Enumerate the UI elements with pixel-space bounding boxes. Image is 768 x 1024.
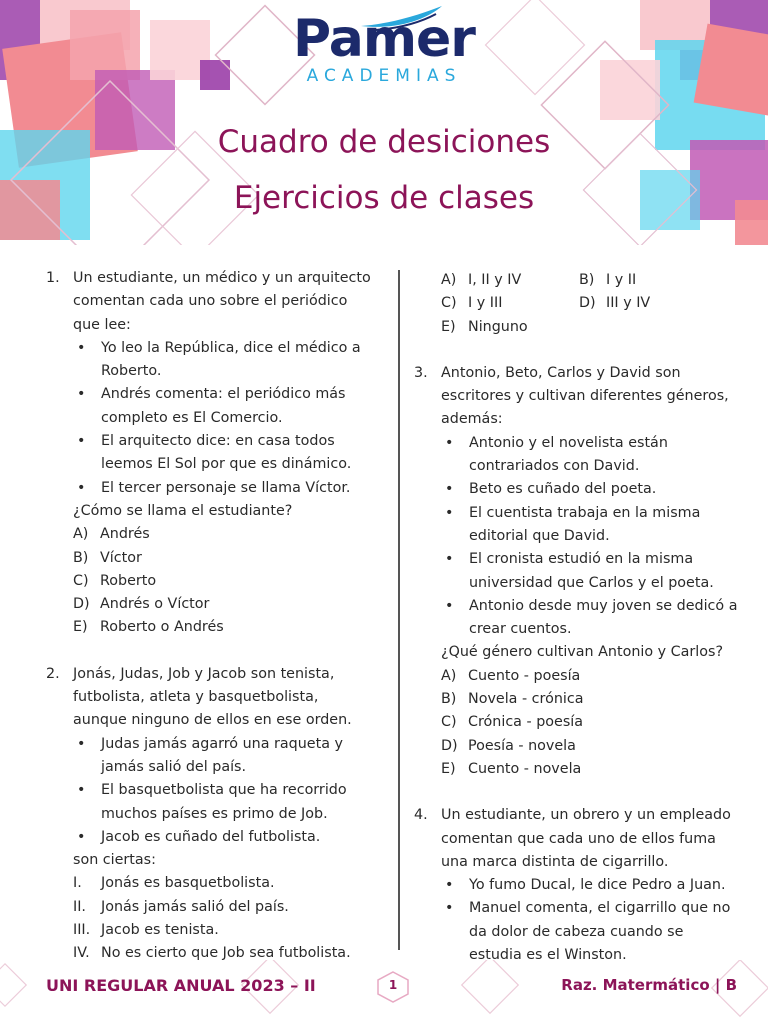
list-item: • Antonio desde muy joven se dedicó a crear cuentos.	[441, 595, 739, 642]
answer-option[interactable]	[441, 711, 739, 734]
brand-subtitle: ACADEMIAS	[306, 66, 462, 86]
option-letter: D)	[441, 737, 458, 754]
question-2-clues	[46, 733, 376, 849]
option-text: Roberto o Andrés	[100, 619, 224, 636]
answer-option[interactable]	[441, 758, 739, 781]
question-1	[46, 267, 376, 337]
option-text: III y IV	[606, 295, 651, 312]
option-text: Andrés	[100, 526, 150, 543]
list-item: • El arquitecto dice: en casa todos leemos El Sol por que es dinámico.	[73, 430, 376, 477]
question-prompt: ¿Cómo se llama el estudiante?	[73, 502, 293, 519]
option-letter: A)	[441, 667, 457, 684]
answer-option[interactable]	[441, 665, 739, 688]
option-text: Andrés o Víctor	[100, 596, 210, 613]
question-1-clues	[46, 337, 376, 500]
statement-number: I.	[73, 875, 82, 892]
statement-number: IV.	[73, 945, 90, 962]
answer-option[interactable]	[73, 616, 376, 639]
statement-number: II.	[73, 898, 86, 915]
answer-option[interactable]	[73, 593, 376, 616]
option-text: Cuento - poesía	[468, 667, 581, 684]
question-1-options	[46, 523, 376, 639]
statement-text: Jonás jamás salió del país.	[101, 898, 289, 915]
option-text: I y III	[468, 295, 503, 312]
question-prompt: ¿Qué género cultivan Antonio y Carlos?	[441, 644, 724, 661]
answer-option[interactable]	[441, 316, 579, 339]
footer-course: UNI REGULAR ANUAL 2023 – II	[46, 976, 316, 995]
answer-option[interactable]	[579, 292, 729, 315]
option-letter: E)	[441, 318, 456, 335]
question-text: Jonás, Judas, Job y Jacob son tenista, futbolista, atleta y basquetbolista, aunque ninguno de ellos en ese orden.	[73, 665, 352, 729]
footer-subject: Raz. Matermático | B	[561, 976, 737, 994]
list-item: • Yo leo la República, dice el médico a Roberto.	[73, 337, 376, 384]
question-3-clues	[414, 432, 739, 642]
list-item: • El tercer personaje se llama Víctor.	[73, 477, 376, 500]
answer-option[interactable]	[441, 292, 579, 315]
list-item: • El cuentista trabaja en la misma editorial que David.	[441, 502, 739, 549]
page-number	[374, 970, 412, 1004]
question-number: 4.	[414, 807, 428, 824]
option-letter: A)	[73, 526, 89, 543]
list-item: • Judas jamás agarró una raqueta y jamás salió del país.	[73, 733, 376, 780]
list-item: • El basquetbolista que ha recorrido muchos países es primo de Job.	[73, 779, 376, 826]
option-text: Cuento - novela	[468, 760, 582, 777]
page-subtitle: Ejercicios de clases	[233, 180, 535, 216]
left-column	[46, 267, 376, 966]
answer-option[interactable]	[73, 570, 376, 593]
answer-option[interactable]	[441, 688, 739, 711]
question-2	[46, 663, 376, 733]
page-number-label: 1	[388, 978, 398, 992]
statement-item	[46, 919, 376, 942]
option-letter: B)	[579, 272, 595, 288]
brand-logo	[0, 10, 768, 86]
option-letter: C)	[441, 714, 457, 731]
brand-name: Pamer	[293, 9, 475, 69]
answer-option[interactable]	[441, 735, 739, 758]
statement-item	[46, 896, 376, 919]
question-text: Un estudiante, un obrero y un empleado comentan que cada uno de ellos fuma una marca distinta de cigarrillo.	[441, 807, 731, 870]
question-3	[414, 362, 739, 432]
option-letter: B)	[73, 549, 89, 566]
answer-option[interactable]	[579, 269, 729, 292]
question-text: Antonio, Beto, Carlos y David son escritores y cultivan diferentes géneros, además:	[441, 364, 729, 428]
option-letter: D)	[73, 596, 90, 613]
list-item: • Andrés comenta: el periódico más completo es El Comercio.	[73, 383, 376, 430]
question-2-statements	[46, 872, 376, 965]
answer-option[interactable]	[73, 523, 376, 546]
question-4	[414, 804, 739, 874]
header-banner	[0, 0, 768, 245]
option-letter: C)	[441, 295, 457, 312]
question-4-clues	[414, 874, 739, 967]
question-prompt: son ciertas:	[73, 852, 156, 869]
option-letter: A)	[441, 272, 457, 288]
list-item: • El cronista estudió en la misma universidad que Carlos y el poeta.	[441, 548, 739, 595]
answer-option[interactable]	[73, 547, 376, 570]
option-letter: D)	[579, 295, 596, 312]
list-item: • Manuel comenta, el cigarrillo que no da dolor de cabeza cuando se estudia es el Winston.	[441, 897, 739, 967]
question-text: Un estudiante, un médico y un arquitecto comentan cada uno sobre el periódico que lee:	[73, 270, 371, 333]
statement-number: III.	[73, 922, 91, 939]
option-letter: E)	[73, 619, 88, 636]
question-3-options	[414, 665, 739, 781]
answer-option[interactable]	[441, 269, 579, 292]
page-title: Cuadro de desiciones	[217, 124, 551, 160]
option-text: Ninguno	[468, 318, 528, 335]
option-letter: C)	[73, 572, 89, 589]
option-text: Crónica - poesía	[468, 714, 583, 731]
option-text: Roberto	[100, 572, 157, 589]
question-2-options	[414, 269, 739, 339]
statement-item	[46, 872, 376, 895]
question-number: 1.	[46, 270, 60, 286]
question-number: 3.	[414, 364, 428, 381]
option-text: I, II y IV	[468, 272, 522, 288]
option-text: I y II	[606, 272, 637, 288]
statement-text: No es cierto que Job sea futbolista.	[101, 945, 351, 962]
option-text: Víctor	[100, 549, 142, 566]
list-item: • Beto es cuñado del poeta.	[441, 478, 739, 501]
statement-text: Jacob es tenista.	[101, 922, 219, 939]
right-column	[414, 269, 739, 967]
option-text: Poesía - novela	[468, 737, 576, 754]
list-item: • Yo fumo Ducal, le dice Pedro a Juan.	[441, 874, 739, 897]
option-letter: B)	[441, 691, 457, 708]
list-item: • Antonio y el novelista están contrariados con David.	[441, 432, 739, 479]
option-text: Novela - crónica	[468, 691, 584, 708]
statement-text: Jonás es basquetbolista.	[101, 875, 275, 892]
column-divider	[398, 270, 400, 950]
option-letter: E)	[441, 760, 456, 777]
list-item: • Jacob es cuñado del futbolista.	[73, 826, 376, 849]
question-number: 2.	[46, 665, 60, 682]
